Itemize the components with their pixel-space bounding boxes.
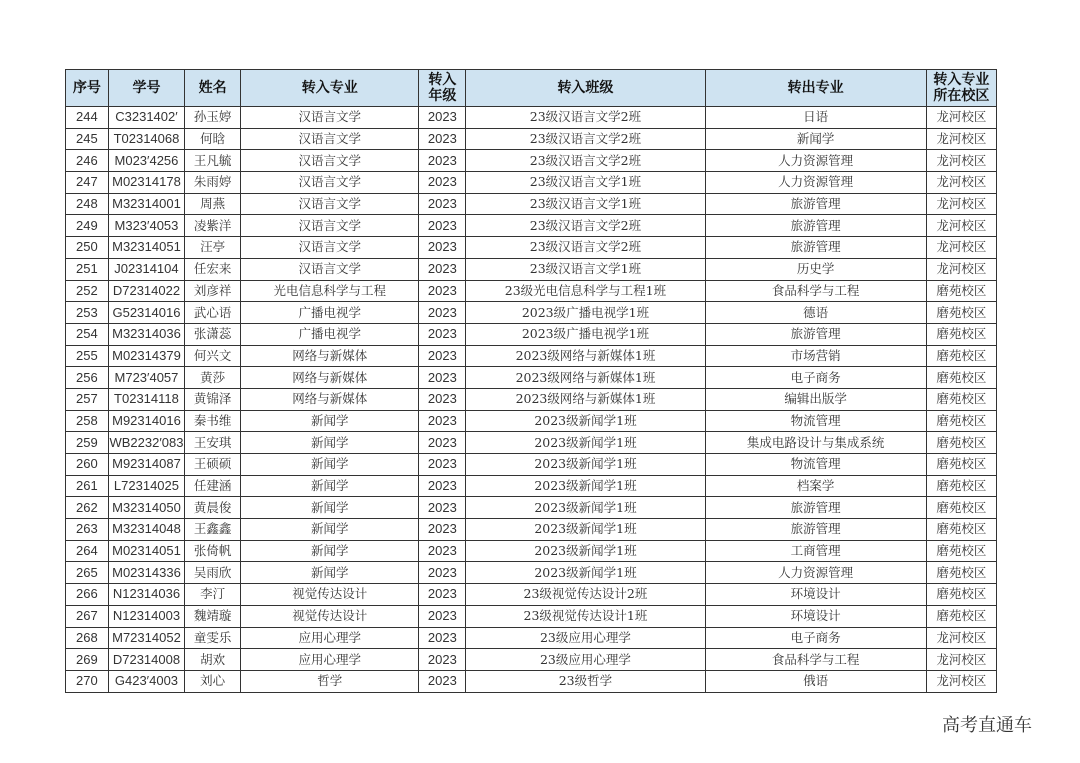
table-row bbox=[66, 454, 997, 476]
grade-cell: 2023 bbox=[419, 345, 466, 367]
grade-cell: 2023 bbox=[419, 107, 466, 129]
table-row bbox=[66, 107, 997, 129]
table-row bbox=[66, 670, 997, 692]
major-out-cell: 集成电路设计与集成系统 bbox=[705, 432, 926, 454]
campus-cell: 磨苑校区 bbox=[926, 367, 996, 389]
header-name: 姓名 bbox=[185, 70, 241, 107]
student-id-cell: J02314104 bbox=[108, 258, 184, 280]
table-row bbox=[66, 280, 997, 302]
campus-cell: 磨苑校区 bbox=[926, 323, 996, 345]
campus-cell: 磨苑校区 bbox=[926, 519, 996, 541]
table-row bbox=[66, 519, 997, 541]
student-id-cell: M32314050 bbox=[108, 497, 184, 519]
name-cell: 刘彦祥 bbox=[185, 280, 241, 302]
name-cell: 凌紫洋 bbox=[185, 215, 241, 237]
class-in-cell: 23级汉语言文学1班 bbox=[466, 258, 705, 280]
campus-cell: 龙河校区 bbox=[926, 107, 996, 129]
seq-cell: 256 bbox=[66, 367, 109, 389]
student-id-cell: M323′4053 bbox=[108, 215, 184, 237]
name-cell: 秦书维 bbox=[185, 410, 241, 432]
class-in-cell: 23级汉语言文学2班 bbox=[466, 128, 705, 150]
grade-cell: 2023 bbox=[419, 388, 466, 410]
class-in-cell: 2023级网络与新媒体1班 bbox=[466, 345, 705, 367]
student-id-cell: M02314178 bbox=[108, 172, 184, 194]
campus-cell: 龙河校区 bbox=[926, 150, 996, 172]
major-out-cell: 档案学 bbox=[705, 475, 926, 497]
class-in-cell: 23级汉语言文学1班 bbox=[466, 172, 705, 194]
campus-cell: 磨苑校区 bbox=[926, 345, 996, 367]
class-in-cell: 23级汉语言文学2班 bbox=[466, 237, 705, 259]
student-id-cell: T02314068 bbox=[108, 128, 184, 150]
table-row bbox=[66, 540, 997, 562]
student-id-cell: M32314048 bbox=[108, 519, 184, 541]
name-cell: 周燕 bbox=[185, 193, 241, 215]
name-cell: 刘心 bbox=[185, 670, 241, 692]
major-in-cell: 汉语言文学 bbox=[241, 128, 419, 150]
seq-cell: 246 bbox=[66, 150, 109, 172]
major-in-cell: 网络与新媒体 bbox=[241, 345, 419, 367]
student-id-cell: C3231402′ bbox=[108, 107, 184, 129]
seq-cell: 270 bbox=[66, 670, 109, 692]
table-row bbox=[66, 432, 997, 454]
major-out-cell: 俄语 bbox=[705, 670, 926, 692]
header-grade-line1: 转入 bbox=[428, 72, 457, 88]
campus-cell: 磨苑校区 bbox=[926, 540, 996, 562]
campus-cell: 磨苑校区 bbox=[926, 432, 996, 454]
name-cell: 黄锦泽 bbox=[185, 388, 241, 410]
major-out-cell: 食品科学与工程 bbox=[705, 280, 926, 302]
major-in-cell: 新闻学 bbox=[241, 410, 419, 432]
table-row bbox=[66, 302, 997, 324]
header-campus bbox=[926, 70, 996, 107]
major-out-cell: 市场营销 bbox=[705, 345, 926, 367]
header-student-id: 学号 bbox=[108, 70, 184, 107]
seq-cell: 263 bbox=[66, 519, 109, 541]
student-id-cell: M023′4256 bbox=[108, 150, 184, 172]
campus-cell: 磨苑校区 bbox=[926, 497, 996, 519]
major-in-cell: 新闻学 bbox=[241, 475, 419, 497]
table-row bbox=[66, 345, 997, 367]
class-in-cell: 2023级新闻学1班 bbox=[466, 519, 705, 541]
name-cell: 武心语 bbox=[185, 302, 241, 324]
seq-cell: 254 bbox=[66, 323, 109, 345]
seq-cell: 265 bbox=[66, 562, 109, 584]
table-row bbox=[66, 237, 997, 259]
class-in-cell: 23级哲学 bbox=[466, 670, 705, 692]
table-row bbox=[66, 584, 997, 606]
name-cell: 张倚帆 bbox=[185, 540, 241, 562]
grade-cell: 2023 bbox=[419, 540, 466, 562]
campus-cell: 龙河校区 bbox=[926, 193, 996, 215]
grade-cell: 2023 bbox=[419, 497, 466, 519]
grade-cell: 2023 bbox=[419, 519, 466, 541]
major-out-cell: 物流管理 bbox=[705, 410, 926, 432]
header-grade-line2: 年级 bbox=[428, 88, 457, 104]
name-cell: 黄晨俊 bbox=[185, 497, 241, 519]
student-id-cell: G52314016 bbox=[108, 302, 184, 324]
class-in-cell: 23级应用心理学 bbox=[466, 627, 705, 649]
campus-cell: 龙河校区 bbox=[926, 237, 996, 259]
table-row bbox=[66, 649, 997, 671]
seq-cell: 260 bbox=[66, 454, 109, 476]
table-row bbox=[66, 193, 997, 215]
name-cell: 汪亭 bbox=[185, 237, 241, 259]
class-in-cell: 2023级新闻学1班 bbox=[466, 410, 705, 432]
student-id-cell: M92314016 bbox=[108, 410, 184, 432]
class-in-cell: 2023级网络与新媒体1班 bbox=[466, 388, 705, 410]
campus-cell: 龙河校区 bbox=[926, 128, 996, 150]
table-row bbox=[66, 150, 997, 172]
major-out-cell: 旅游管理 bbox=[705, 497, 926, 519]
campus-cell: 磨苑校区 bbox=[926, 605, 996, 627]
campus-cell: 磨苑校区 bbox=[926, 475, 996, 497]
student-id-cell: D72314008 bbox=[108, 649, 184, 671]
major-out-cell: 德语 bbox=[705, 302, 926, 324]
student-id-cell: M92314087 bbox=[108, 454, 184, 476]
grade-cell: 2023 bbox=[419, 280, 466, 302]
major-in-cell: 广播电视学 bbox=[241, 302, 419, 324]
grade-cell: 2023 bbox=[419, 367, 466, 389]
header-campus-line1: 转入专业 bbox=[933, 72, 990, 88]
name-cell: 朱雨婷 bbox=[185, 172, 241, 194]
major-out-cell: 物流管理 bbox=[705, 454, 926, 476]
class-in-cell: 2023级新闻学1班 bbox=[466, 475, 705, 497]
major-out-cell: 食品科学与工程 bbox=[705, 649, 926, 671]
grade-cell: 2023 bbox=[419, 302, 466, 324]
major-out-cell: 旅游管理 bbox=[705, 215, 926, 237]
student-id-cell: WB2232′083 bbox=[108, 432, 184, 454]
grade-cell: 2023 bbox=[419, 649, 466, 671]
class-in-cell: 23级汉语言文学2班 bbox=[466, 107, 705, 129]
seq-cell: 259 bbox=[66, 432, 109, 454]
class-in-cell: 2023级广播电视学1班 bbox=[466, 302, 705, 324]
seq-cell: 269 bbox=[66, 649, 109, 671]
campus-cell: 磨苑校区 bbox=[926, 302, 996, 324]
table-row bbox=[66, 323, 997, 345]
major-in-cell: 新闻学 bbox=[241, 562, 419, 584]
seq-cell: 252 bbox=[66, 280, 109, 302]
watermark-text: 高考直通车 bbox=[942, 715, 1032, 736]
major-out-cell: 人力资源管理 bbox=[705, 172, 926, 194]
seq-cell: 266 bbox=[66, 584, 109, 606]
campus-cell: 龙河校区 bbox=[926, 627, 996, 649]
major-in-cell: 视觉传达设计 bbox=[241, 584, 419, 606]
seq-cell: 255 bbox=[66, 345, 109, 367]
major-out-cell: 旅游管理 bbox=[705, 237, 926, 259]
table-row bbox=[66, 475, 997, 497]
seq-cell: 249 bbox=[66, 215, 109, 237]
name-cell: 魏靖璇 bbox=[185, 605, 241, 627]
class-in-cell: 23级视觉传达设计1班 bbox=[466, 605, 705, 627]
major-in-cell: 汉语言文学 bbox=[241, 215, 419, 237]
student-id-cell: M02314051 bbox=[108, 540, 184, 562]
table-row bbox=[66, 258, 997, 280]
class-in-cell: 2023级新闻学1班 bbox=[466, 454, 705, 476]
header-campus-line2: 所在校区 bbox=[933, 88, 990, 104]
student-id-cell: N12314036 bbox=[108, 584, 184, 606]
campus-cell: 磨苑校区 bbox=[926, 584, 996, 606]
seq-cell: 253 bbox=[66, 302, 109, 324]
major-out-cell: 历史学 bbox=[705, 258, 926, 280]
seq-cell: 245 bbox=[66, 128, 109, 150]
class-in-cell: 2023级广播电视学1班 bbox=[466, 323, 705, 345]
header-seq: 序号 bbox=[66, 70, 109, 107]
name-cell: 童雯乐 bbox=[185, 627, 241, 649]
grade-cell: 2023 bbox=[419, 237, 466, 259]
grade-cell: 2023 bbox=[419, 193, 466, 215]
table-row bbox=[66, 497, 997, 519]
major-out-cell: 人力资源管理 bbox=[705, 150, 926, 172]
major-out-cell: 旅游管理 bbox=[705, 193, 926, 215]
major-in-cell: 网络与新媒体 bbox=[241, 367, 419, 389]
name-cell: 王鑫鑫 bbox=[185, 519, 241, 541]
header-class-in: 转入班级 bbox=[466, 70, 705, 107]
major-in-cell: 汉语言文学 bbox=[241, 193, 419, 215]
grade-cell: 2023 bbox=[419, 172, 466, 194]
grade-cell: 2023 bbox=[419, 475, 466, 497]
student-id-cell: M32314001 bbox=[108, 193, 184, 215]
class-in-cell: 23级视觉传达设计2班 bbox=[466, 584, 705, 606]
table-row bbox=[66, 128, 997, 150]
major-out-cell: 新闻学 bbox=[705, 128, 926, 150]
grade-cell: 2023 bbox=[419, 258, 466, 280]
student-id-cell: L72314025 bbox=[108, 475, 184, 497]
table-body bbox=[66, 107, 997, 693]
major-in-cell: 哲学 bbox=[241, 670, 419, 692]
student-id-cell: G423′4003 bbox=[108, 670, 184, 692]
class-in-cell: 2023级新闻学1班 bbox=[466, 562, 705, 584]
seq-cell: 258 bbox=[66, 410, 109, 432]
major-in-cell: 汉语言文学 bbox=[241, 172, 419, 194]
student-id-cell: M72314052 bbox=[108, 627, 184, 649]
seq-cell: 268 bbox=[66, 627, 109, 649]
name-cell: 黄莎 bbox=[185, 367, 241, 389]
seq-cell: 262 bbox=[66, 497, 109, 519]
major-in-cell: 光电信息科学与工程 bbox=[241, 280, 419, 302]
student-id-cell: M32314036 bbox=[108, 323, 184, 345]
table-row bbox=[66, 627, 997, 649]
seq-cell: 247 bbox=[66, 172, 109, 194]
seq-cell: 257 bbox=[66, 388, 109, 410]
grade-cell: 2023 bbox=[419, 323, 466, 345]
grade-cell: 2023 bbox=[419, 215, 466, 237]
transfer-roster-table bbox=[65, 69, 997, 693]
name-cell: 胡欢 bbox=[185, 649, 241, 671]
table-row bbox=[66, 388, 997, 410]
student-id-cell: M723′4057 bbox=[108, 367, 184, 389]
seq-cell: 261 bbox=[66, 475, 109, 497]
major-in-cell: 汉语言文学 bbox=[241, 150, 419, 172]
student-id-cell: M02314379 bbox=[108, 345, 184, 367]
class-in-cell: 23级光电信息科学与工程1班 bbox=[466, 280, 705, 302]
grade-cell: 2023 bbox=[419, 410, 466, 432]
major-in-cell: 应用心理学 bbox=[241, 649, 419, 671]
major-out-cell: 旅游管理 bbox=[705, 323, 926, 345]
major-in-cell: 广播电视学 bbox=[241, 323, 419, 345]
major-in-cell: 新闻学 bbox=[241, 497, 419, 519]
student-id-cell: M02314336 bbox=[108, 562, 184, 584]
table-row bbox=[66, 172, 997, 194]
student-id-cell: D72314022 bbox=[108, 280, 184, 302]
major-out-cell: 旅游管理 bbox=[705, 519, 926, 541]
major-in-cell: 新闻学 bbox=[241, 454, 419, 476]
table-row bbox=[66, 562, 997, 584]
campus-cell: 龙河校区 bbox=[926, 258, 996, 280]
campus-cell: 龙河校区 bbox=[926, 215, 996, 237]
name-cell: 张潇蕊 bbox=[185, 323, 241, 345]
grade-cell: 2023 bbox=[419, 670, 466, 692]
major-out-cell: 日语 bbox=[705, 107, 926, 129]
major-out-cell: 工商管理 bbox=[705, 540, 926, 562]
student-id-cell: M32314051 bbox=[108, 237, 184, 259]
table-row bbox=[66, 605, 997, 627]
grade-cell: 2023 bbox=[419, 584, 466, 606]
name-cell: 何兴文 bbox=[185, 345, 241, 367]
grade-cell: 2023 bbox=[419, 128, 466, 150]
campus-cell: 磨苑校区 bbox=[926, 280, 996, 302]
grade-cell: 2023 bbox=[419, 562, 466, 584]
major-out-cell: 编辑出版学 bbox=[705, 388, 926, 410]
seq-cell: 264 bbox=[66, 540, 109, 562]
class-in-cell: 23级应用心理学 bbox=[466, 649, 705, 671]
name-cell: 王安琪 bbox=[185, 432, 241, 454]
major-in-cell: 汉语言文学 bbox=[241, 258, 419, 280]
campus-cell: 龙河校区 bbox=[926, 670, 996, 692]
header-grade bbox=[419, 70, 466, 107]
name-cell: 李汀 bbox=[185, 584, 241, 606]
grade-cell: 2023 bbox=[419, 627, 466, 649]
name-cell: 孙玉婷 bbox=[185, 107, 241, 129]
major-out-cell: 人力资源管理 bbox=[705, 562, 926, 584]
major-in-cell: 新闻学 bbox=[241, 519, 419, 541]
grade-cell: 2023 bbox=[419, 605, 466, 627]
major-out-cell: 环境设计 bbox=[705, 605, 926, 627]
campus-cell: 磨苑校区 bbox=[926, 388, 996, 410]
seq-cell: 251 bbox=[66, 258, 109, 280]
seq-cell: 267 bbox=[66, 605, 109, 627]
name-cell: 王凡毓 bbox=[185, 150, 241, 172]
grade-cell: 2023 bbox=[419, 454, 466, 476]
major-in-cell: 新闻学 bbox=[241, 432, 419, 454]
student-id-cell: N12314003 bbox=[108, 605, 184, 627]
name-cell: 任宏来 bbox=[185, 258, 241, 280]
campus-cell: 龙河校区 bbox=[926, 649, 996, 671]
header-major-out: 转出专业 bbox=[705, 70, 926, 107]
grade-cell: 2023 bbox=[419, 150, 466, 172]
table-header-row bbox=[66, 70, 997, 107]
table-row bbox=[66, 367, 997, 389]
header-major-in: 转入专业 bbox=[241, 70, 419, 107]
campus-cell: 磨苑校区 bbox=[926, 562, 996, 584]
major-out-cell: 环境设计 bbox=[705, 584, 926, 606]
name-cell: 王硕硕 bbox=[185, 454, 241, 476]
name-cell: 吴雨欣 bbox=[185, 562, 241, 584]
campus-cell: 磨苑校区 bbox=[926, 454, 996, 476]
campus-cell: 龙河校区 bbox=[926, 172, 996, 194]
name-cell: 何晗 bbox=[185, 128, 241, 150]
student-id-cell: T02314118 bbox=[108, 388, 184, 410]
table-row bbox=[66, 215, 997, 237]
class-in-cell: 23级汉语言文学1班 bbox=[466, 193, 705, 215]
class-in-cell: 2023级新闻学1班 bbox=[466, 497, 705, 519]
class-in-cell: 2023级网络与新媒体1班 bbox=[466, 367, 705, 389]
major-out-cell: 电子商务 bbox=[705, 367, 926, 389]
major-in-cell: 视觉传达设计 bbox=[241, 605, 419, 627]
major-in-cell: 应用心理学 bbox=[241, 627, 419, 649]
name-cell: 任建涵 bbox=[185, 475, 241, 497]
major-out-cell: 电子商务 bbox=[705, 627, 926, 649]
major-in-cell: 汉语言文学 bbox=[241, 237, 419, 259]
seq-cell: 250 bbox=[66, 237, 109, 259]
class-in-cell: 2023级新闻学1班 bbox=[466, 432, 705, 454]
campus-cell: 磨苑校区 bbox=[926, 410, 996, 432]
major-in-cell: 汉语言文学 bbox=[241, 107, 419, 129]
seq-cell: 248 bbox=[66, 193, 109, 215]
table-row bbox=[66, 410, 997, 432]
class-in-cell: 23级汉语言文学2班 bbox=[466, 215, 705, 237]
class-in-cell: 23级汉语言文学2班 bbox=[466, 150, 705, 172]
major-in-cell: 新闻学 bbox=[241, 540, 419, 562]
major-in-cell: 网络与新媒体 bbox=[241, 388, 419, 410]
seq-cell: 244 bbox=[66, 107, 109, 129]
class-in-cell: 2023级新闻学1班 bbox=[466, 540, 705, 562]
grade-cell: 2023 bbox=[419, 432, 466, 454]
